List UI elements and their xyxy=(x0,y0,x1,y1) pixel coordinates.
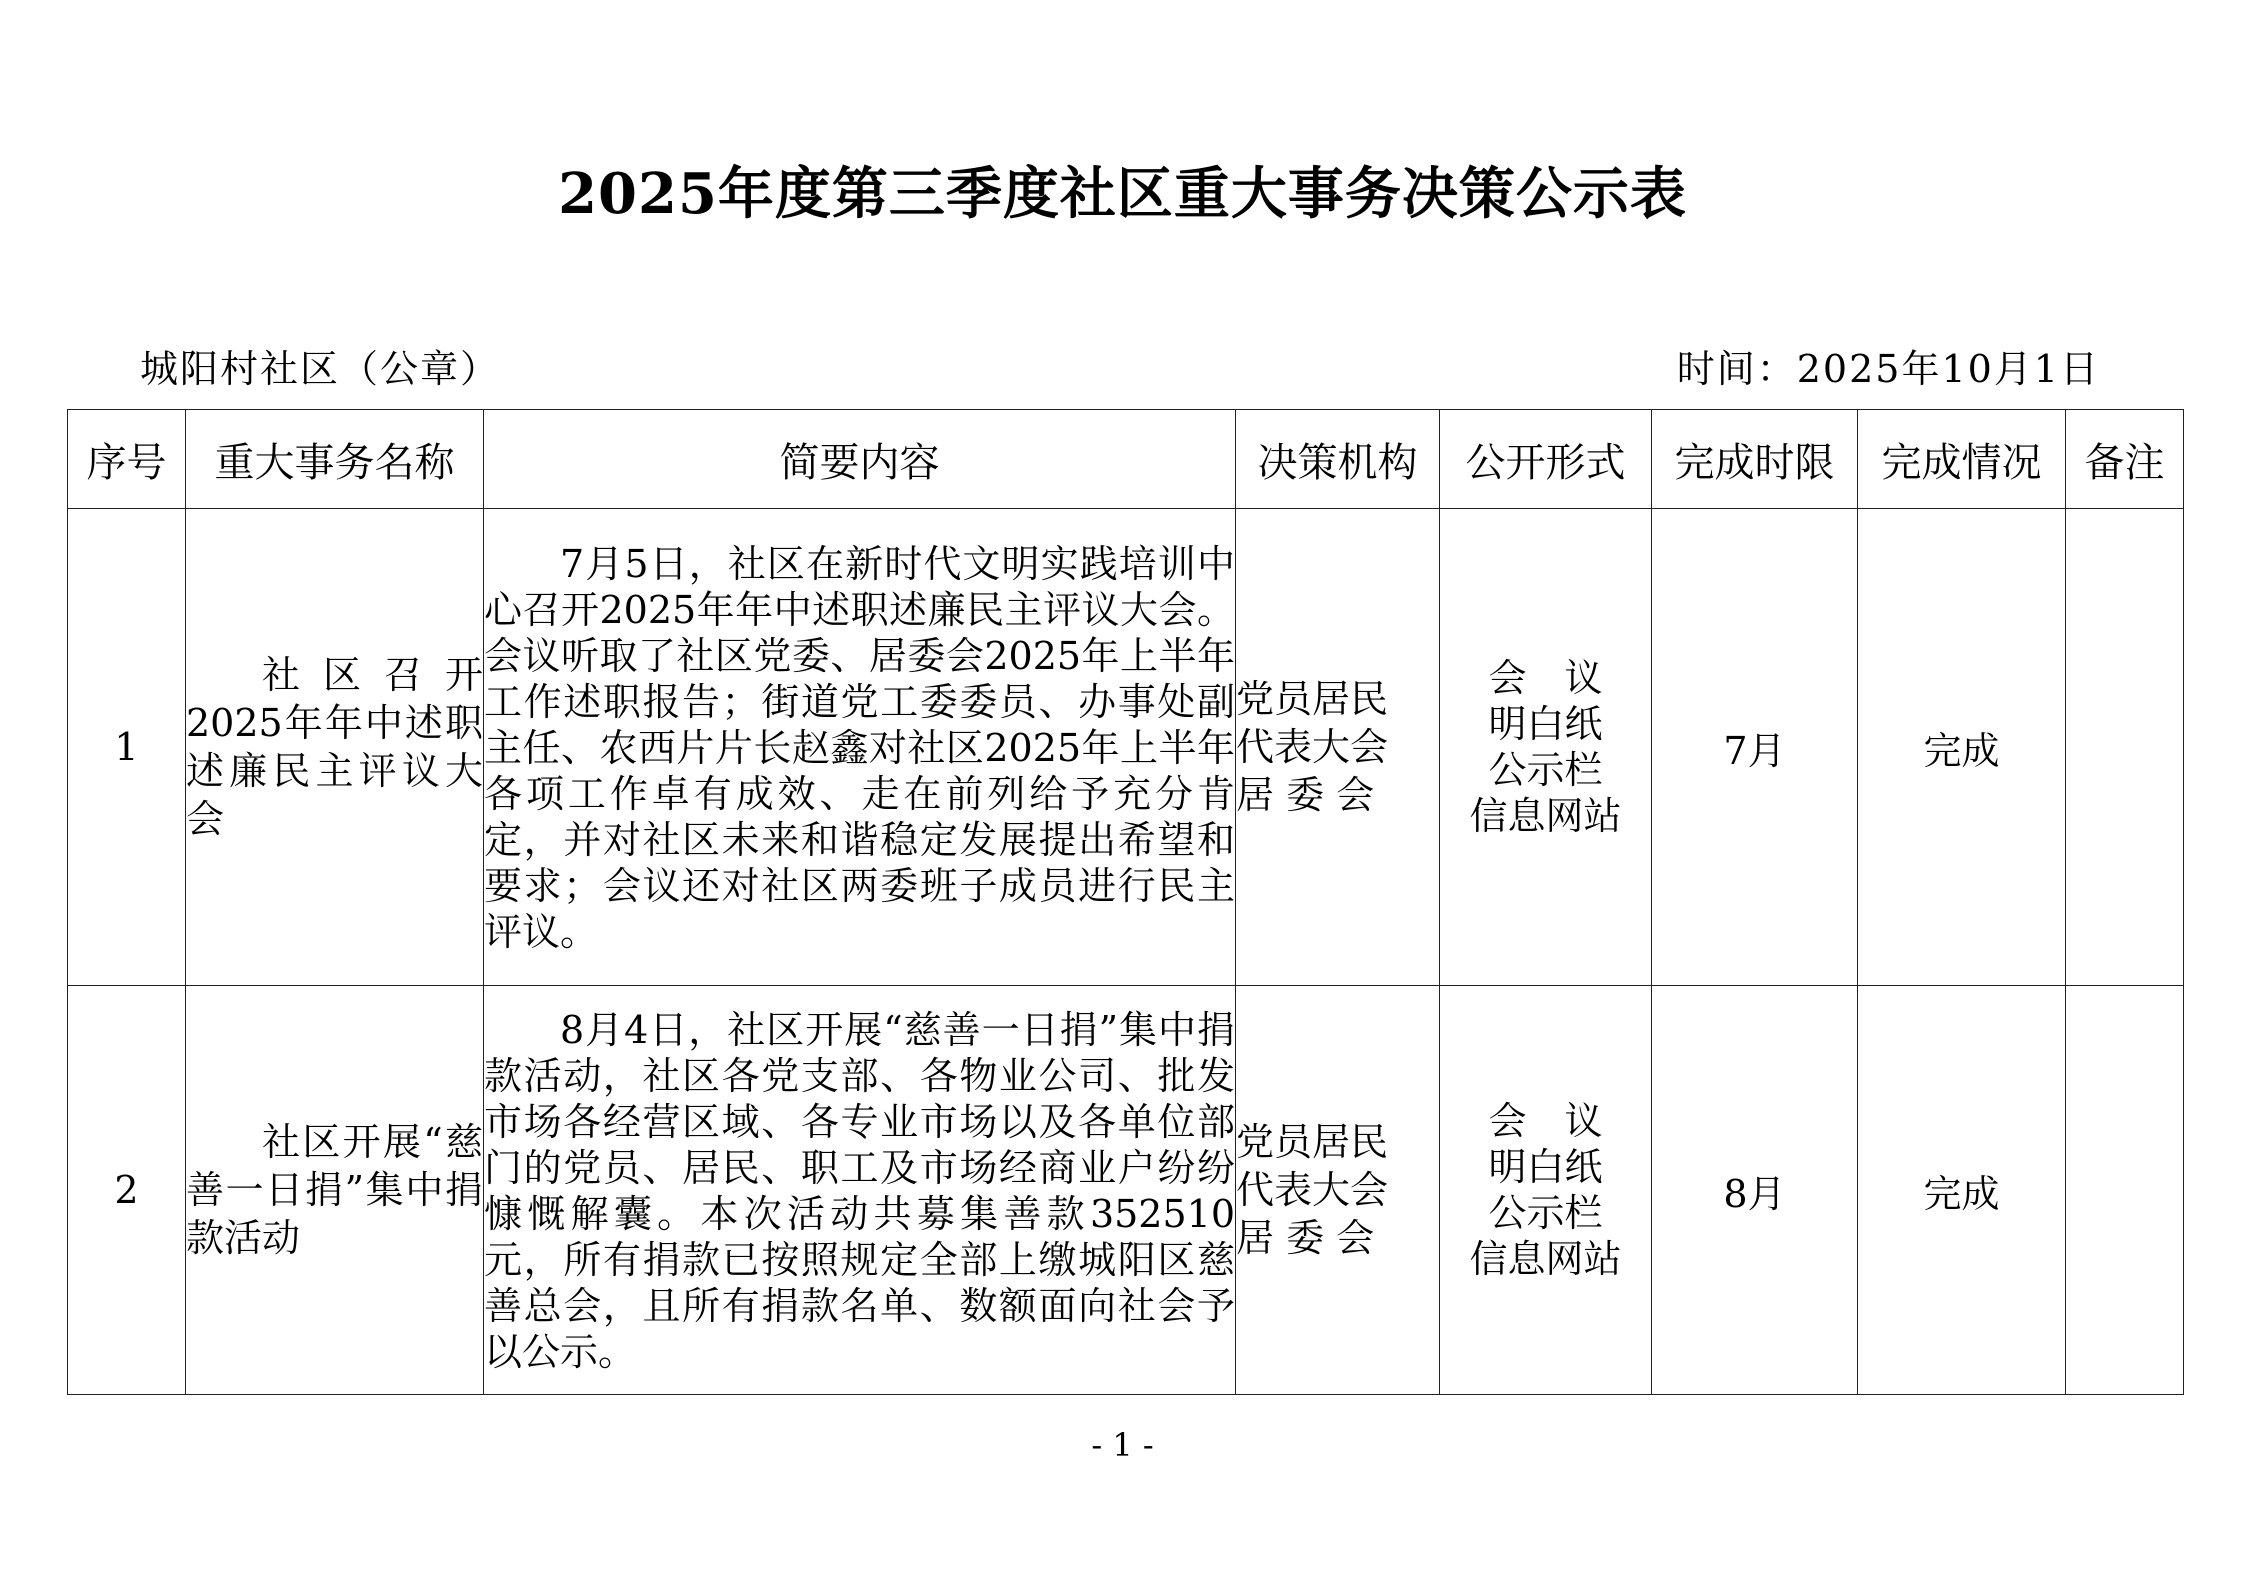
page-number: - 1 - xyxy=(1091,1426,1154,1464)
publish-date: 时间：2025年10月1日 xyxy=(1676,347,2100,391)
form-line: 公示栏 xyxy=(1488,748,1603,792)
decision-table xyxy=(67,409,2184,1395)
org-line: 代表大会 xyxy=(1236,1168,1389,1212)
row-status: 完成 xyxy=(1858,509,2066,986)
row-status: 完成 xyxy=(1858,986,2066,1395)
row-content-text: 7月5日，社区在新时代文明实践培训中心召开2025年年中述职述廉民主评议大会。会议听取了社区党委、居委会2025年上半年工作述职报告；街道党工委委员、办事处副主任、农西片片长赵鑫对社区2025年上半年各项工作卓有成效、走在前列给予充分肯定，并对社区未来和谐稳定发展提出希望和要求；会议还对社区两委班子成员进行民主评议。 xyxy=(484,542,1235,954)
row-form xyxy=(1440,986,1652,1395)
org-line: 居 委 会 xyxy=(1236,1216,1375,1260)
table-row xyxy=(68,986,2184,1395)
table-row xyxy=(68,509,2184,986)
org-line: 代表大会 xyxy=(1236,725,1389,769)
form-line: 会 议 xyxy=(1488,1099,1603,1143)
org-line: 党员居民 xyxy=(1236,1120,1389,1164)
form-line: 明白纸 xyxy=(1488,702,1603,746)
table-header-row xyxy=(68,410,2184,509)
row-content xyxy=(484,509,1236,986)
row-content xyxy=(484,986,1236,1395)
header-content: 简要内容 xyxy=(484,410,1236,509)
header-name: 重大事务名称 xyxy=(186,410,484,509)
header-org: 决策机构 xyxy=(1236,410,1440,509)
header-limit: 完成时限 xyxy=(1652,410,1858,509)
row-org xyxy=(1236,509,1440,986)
row-note xyxy=(2066,509,2184,986)
row-event-name: 社区召开2025年年中述职述廉民主评议大会 xyxy=(186,509,484,986)
form-line: 信息网站 xyxy=(1469,794,1622,838)
row-form xyxy=(1440,509,1652,986)
row-content-text: 8月4日，社区开展“慈善一日捐”集中捐款活动，社区各党支部、各物业公司、批发市场各经营区域、各专业市场以及各单位部门的党员、居民、职工及市场经商业户纷纷慷慨解囊。本次活动共募集善款352510元，所有捐款已按照规定全部上缴城阳区慈善总会，且所有捐款名单、数额面向社会予以公示。 xyxy=(484,1008,1235,1374)
row-seq: 1 xyxy=(68,509,186,986)
org-line: 党员居民 xyxy=(1236,677,1389,721)
page-title: 2025年度第三季度社区重大事务决策公示表 xyxy=(558,161,1687,227)
row-org xyxy=(1236,986,1440,1395)
header-status: 完成情况 xyxy=(1858,410,2066,509)
form-line: 明白纸 xyxy=(1488,1145,1603,1189)
header-note: 备注 xyxy=(2066,410,2184,509)
row-limit: 8月 xyxy=(1652,986,1858,1395)
community-unit: 城阳村社区（公章） xyxy=(140,347,501,391)
form-line: 信息网站 xyxy=(1469,1237,1622,1281)
row-seq: 2 xyxy=(68,986,186,1395)
row-limit: 7月 xyxy=(1652,509,1858,986)
header-form: 公开形式 xyxy=(1440,410,1652,509)
form-line: 公示栏 xyxy=(1488,1191,1603,1235)
form-line: 会 议 xyxy=(1488,656,1603,700)
row-event-name: 社区开展“慈善一日捐”集中捐款活动 xyxy=(186,986,484,1395)
org-line: 居 委 会 xyxy=(1236,773,1375,817)
row-note xyxy=(2066,986,2184,1395)
header-seq: 序号 xyxy=(68,410,186,509)
